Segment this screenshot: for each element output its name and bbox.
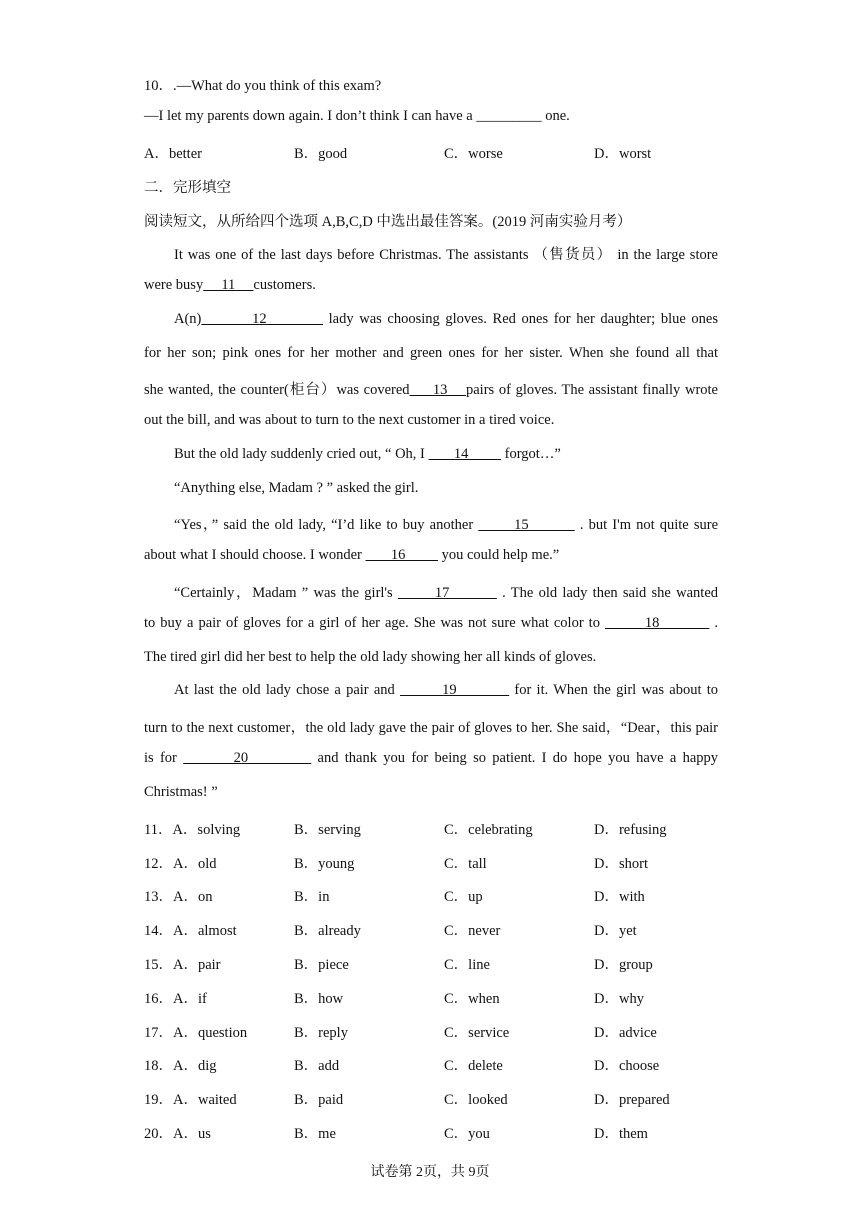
option-b: B．reply: [294, 1025, 348, 1041]
passage-text: But the old lady suddenly cried out, “ Oh, I: [174, 446, 429, 462]
option-b: B．in: [294, 889, 330, 905]
option-d: D．why: [594, 991, 644, 1007]
option-a: 11．A．solving: [144, 822, 241, 838]
q10-options: [144, 142, 744, 162]
option-c: C．never: [444, 923, 501, 939]
q10-option-a: A．better: [144, 146, 202, 162]
passage-p2-line2: for her son; pink ones for her mother and green ones for her sister. When she found all that: [144, 345, 718, 361]
passage-text: pairs of gloves. The assistant finally wrote: [466, 382, 718, 398]
q10-option-b: B．good: [294, 146, 348, 162]
section-instruction: 阅读短文，从所给四个选项 A,B,C,D 中选出最佳答案。(2019 河南实验月考）: [144, 214, 632, 230]
passage-p6-line3: The tired girl did her best to help the old lady showing her all kinds of gloves.: [144, 649, 597, 665]
q10-option-d: D．worst: [594, 146, 652, 162]
passage-text: were busy: [144, 277, 204, 293]
passage-text: to buy a pair of gloves for a girl of her age. She was not sure what color to: [144, 615, 605, 631]
passage-p1-line2: [144, 277, 316, 294]
option-d: D．choose: [594, 1058, 660, 1074]
option-c: C．celebrating: [444, 822, 533, 838]
option-b: B．paid: [294, 1092, 344, 1108]
option-b: B．young: [294, 856, 355, 872]
passage-text: A(n): [174, 311, 202, 327]
passage-p6-line1: [174, 581, 718, 602]
option-d: D．group: [594, 957, 653, 973]
question-row: [144, 852, 744, 872]
option-c: C．when: [444, 991, 500, 1007]
blank-17: 17: [397, 585, 497, 601]
blank-12: 12: [201, 311, 323, 327]
question-row: [144, 885, 744, 905]
page-footer: 试卷第 2页，共 9页: [370, 1165, 490, 1180]
option-a: 17．A．question: [144, 1025, 248, 1041]
option-c: C．line: [444, 957, 490, 973]
passage-text: . The old lady then said she wanted: [496, 585, 719, 601]
q10-text-post: one.: [541, 108, 570, 124]
passage-text: At last the old lady chose a pair and: [174, 682, 401, 698]
question-row: [144, 987, 744, 1007]
blank-20: 20: [183, 750, 312, 766]
option-b: B．how: [294, 991, 344, 1007]
option-d: D．advice: [594, 1025, 657, 1041]
passage-p2-line1: [174, 311, 718, 328]
question-row: [144, 919, 744, 939]
passage-text: customers.: [253, 277, 316, 293]
option-a: 13．A．on: [144, 889, 213, 905]
passage-p2-line4: out the bill, and was about to turn to the next customer in a tired voice.: [144, 412, 555, 428]
option-c: C．service: [444, 1025, 510, 1041]
option-d: D．them: [594, 1126, 648, 1142]
passage-text: is for: [144, 750, 184, 766]
passage-p7-line4: Christmas! ”: [144, 784, 218, 800]
passage-text: about what I should choose. I wonder: [144, 547, 366, 563]
passage-p7-line1: [174, 682, 718, 699]
option-c: C．you: [444, 1126, 490, 1142]
blank-14: 14: [428, 446, 502, 462]
passage-p5-line2: [144, 547, 559, 564]
option-d: D．yet: [594, 923, 637, 939]
blank-16: 16: [365, 547, 438, 563]
option-a: 15．A．pair: [144, 957, 221, 973]
passage-p3: [174, 446, 561, 463]
option-c: C．looked: [444, 1092, 508, 1108]
passage-p7-line2: turn to the next customer，the old lady gave the pair of gloves to her. She said，“Dear，this pair: [144, 720, 718, 736]
blank-13: 13: [409, 382, 466, 398]
option-a: 16．A．if: [144, 991, 207, 1007]
option-b: B．piece: [294, 957, 349, 973]
option-b: B．add: [294, 1058, 340, 1074]
passage-p4: “Anything else, Madam ? ” asked the girl.: [174, 480, 419, 496]
option-d: D．refusing: [594, 822, 667, 838]
option-b: B．already: [294, 923, 361, 939]
option-a: 19．A．waited: [144, 1092, 237, 1108]
option-a: 14．A．almost: [144, 923, 237, 939]
q10-text-pre: —I let my parents down again. I don’t think I can have a: [144, 108, 477, 124]
passage-text: forgot…”: [501, 446, 561, 462]
question-row: [144, 1088, 744, 1108]
blank-11: 11: [203, 277, 254, 293]
section-heading: 二．完形填空: [144, 180, 231, 196]
q10-option-c: C．worse: [444, 146, 503, 162]
question-row: [144, 1021, 744, 1041]
option-b: B．serving: [294, 822, 361, 838]
q10-stem: 10．.—What do you think of this exam?: [144, 78, 382, 94]
question-row: [144, 953, 744, 973]
option-c: C．tall: [444, 856, 487, 872]
passage-text: lady was choosing gloves. Red ones for her daughter; blue ones: [322, 311, 718, 327]
question-row: [144, 1122, 744, 1142]
passage-p2-line3: [144, 378, 718, 399]
option-a: 12．A．old: [144, 856, 217, 872]
passage-p6-line2: [144, 615, 718, 632]
question-row: [144, 1054, 744, 1074]
passage-text: and thank you for being so patient. I do hope you have a happy: [311, 750, 719, 766]
q10-blank: _________: [476, 108, 542, 124]
blank-18: 18: [604, 615, 710, 631]
passage-text: . but I'm not quite sure: [574, 517, 719, 533]
option-c: C．up: [444, 889, 483, 905]
passage-p7-line3: [144, 750, 718, 767]
passage-text: you could help me.”: [437, 547, 560, 563]
option-a: 18．A．dig: [144, 1058, 217, 1074]
option-d: D．short: [594, 856, 648, 872]
option-b: B．me: [294, 1126, 336, 1142]
passage-p1-line1: It was one of the last days before Christmas. The assistants （售货员） in the large store: [174, 247, 718, 263]
option-d: D．with: [594, 889, 645, 905]
passage-text: “Yes，” said the old lady, “I’d like to buy another: [174, 517, 479, 533]
option-c: C．delete: [444, 1058, 503, 1074]
q10-answer-line: [144, 108, 570, 125]
blank-15: 15: [478, 517, 575, 533]
passage-p5-line1: [174, 513, 718, 534]
passage-text: “Certainly，Madam ” was the girl's: [174, 585, 398, 601]
option-a: 20．A．us: [144, 1126, 211, 1142]
blank-19: 19: [400, 682, 510, 698]
question-row: [144, 818, 744, 838]
passage-text: for it. When the girl was about to: [509, 682, 719, 698]
passage-text: .: [709, 615, 718, 631]
option-d: D．prepared: [594, 1092, 670, 1108]
passage-text: she wanted, the counter(柜台）was covered: [144, 382, 410, 398]
